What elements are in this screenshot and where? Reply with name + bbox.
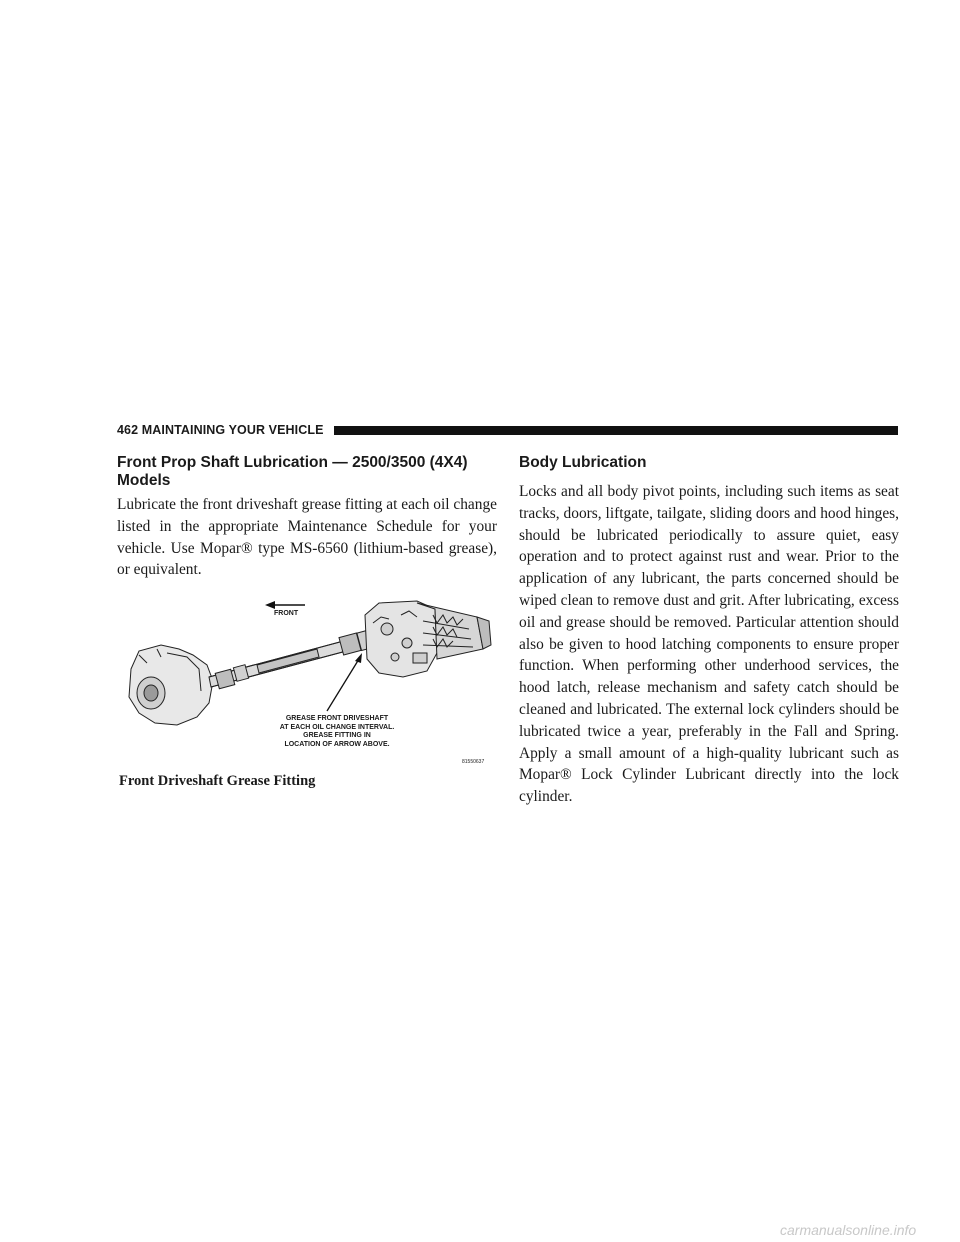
grease-fitting-pointer xyxy=(327,653,362,711)
site-watermark: carmanualsonline.info xyxy=(780,1222,917,1238)
callout-line-2: AT EACH OIL CHANGE INTERVAL. xyxy=(279,723,395,731)
callout-line-4: LOCATION OF ARROW ABOVE. xyxy=(284,740,390,748)
driveshaft-illustration xyxy=(117,593,497,771)
page-header xyxy=(117,421,898,439)
header-rule xyxy=(334,426,898,435)
figure-caption: Front Driveshaft Grease Fitting xyxy=(119,773,316,790)
callout-line-3: GREASE FITTING IN xyxy=(303,732,371,740)
callout-line-1: GREASE FRONT DRIVESHAFT xyxy=(285,715,389,723)
page-number-section-title: 462 MAINTAINING YOUR VEHICLE xyxy=(117,423,324,437)
driveshaft-tube xyxy=(209,630,375,689)
transfer-case-shape xyxy=(365,601,491,677)
axle-housing-shape xyxy=(129,645,213,725)
body-lubrication-paragraph: Locks and all body pivot points, including such items as seat tracks, doors, liftgate, tailgate, sliding doors and hood hinges, should be lubricated periodically to assure quiet, easy operation and to protect against rust and wear. Prior to the application of any lubricant, the parts concerned should be wiped clean to remove dust and grit. After lubricating, excess oil and grease should be removed. Particular attention should also be given to hood latching components to ensure proper function. When performing other underhood services, the hood latch, release mechanism and safety catch should be cleaned and lubricated. The external lock cylinders should be lubricated twice a year, preferably in the Fall and Spring. Apply a small amount of a high-quality lubricant such as Mopar® Lock Cylinder Lubricant directly into the lock cylinder. xyxy=(519,483,899,806)
grease-callout-text xyxy=(277,715,397,749)
section-heading-body-lubrication: Body Lubrication xyxy=(519,454,647,471)
section-heading-prop-shaft: Front Prop Shaft Lubrication — 2500/3500 (4X4) Models xyxy=(117,454,468,489)
front-arrow-icon xyxy=(265,601,305,609)
prop-shaft-paragraph: Lubricate the front driveshaft grease fitting at each oil change listed in the appropriate Maintenance Schedule for your vehicle. Use Mopar® type MS-6560 (lithium-based grease), or equivalent. xyxy=(117,496,497,579)
right-column xyxy=(519,454,899,808)
left-column xyxy=(117,454,497,790)
figure-code: 81550637 xyxy=(462,759,485,766)
front-label: FRONT xyxy=(274,610,299,618)
